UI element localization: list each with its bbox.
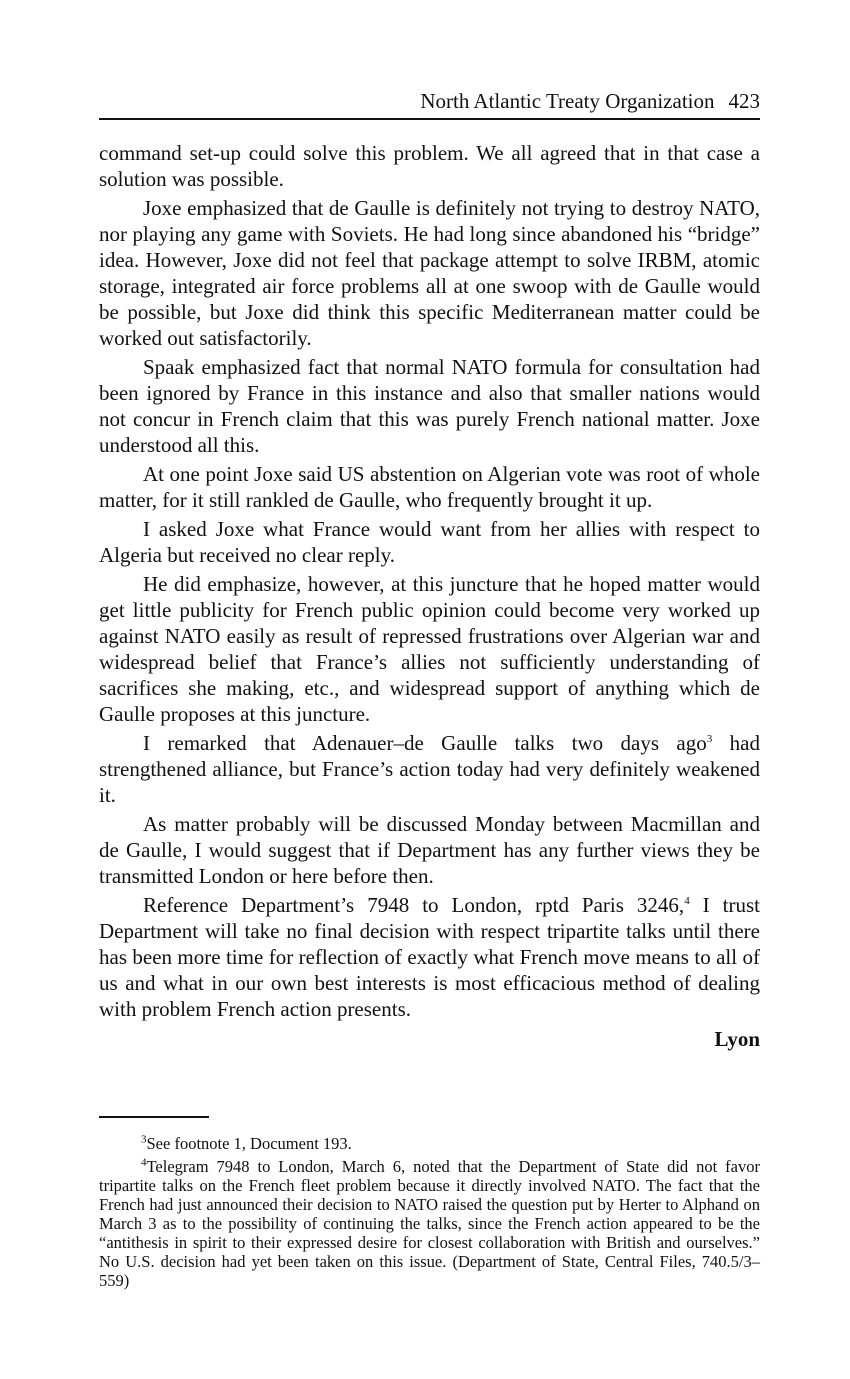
paragraph-2: Joxe emphasized that de Gaulle is definitely not trying to destroy NATO, nor playing any game with Soviets. He had long since abandoned his “bridge” idea. However, Joxe did not feel that package attempt to solve IRBM, atomic storage, integrated air force problems all at one swoop with de Gaulle would be possible, but Joxe did think this specific Mediterranean matter could be worked out satisfactorily. <box>99 196 760 350</box>
paragraph-8: As matter probably will be discussed Monday between Macmillan and de Gaulle, I would suggest that if Department has any further views they be transmitted London or here before then. <box>99 812 760 888</box>
paragraph-9-text-a: Reference Department’s 7948 to London, rptd Paris 3246, <box>143 893 685 917</box>
footnote-3-text: See footnote 1, Document 193. <box>146 1134 352 1153</box>
running-header <box>99 88 760 120</box>
paragraph-3: Spaak emphasized fact that normal NATO formula for consultation had been ignored by France in this instance and also that smaller nations would not concur in French claim that this was purely French national matter. Joxe understood all this. <box>99 355 760 457</box>
page-number: 423 <box>728 89 760 113</box>
body-text <box>99 140 760 1052</box>
footnote-ref-3: 3 <box>706 733 713 745</box>
paragraph-6: He did emphasize, however, at this juncture that he hoped matter would get little publicity for French public opinion could become very worked up against NATO easily as result of repressed frustrations over Algerian war and widespread belief that France’s allies not sufficiently understanding of sacrifices she making, etc., and widespread support of anything which de Gaulle proposes at this juncture. <box>99 572 760 726</box>
paragraph-9-text-b: I trust Department will take no final decision with respect tripartite talks until there has been more time for reflection of exactly what French move means to all of us and what in our own best interests is most efficacious method of dealing with problem French action presents. <box>99 893 761 1021</box>
paragraph-9 <box>99 892 760 1022</box>
footnote-3-number: 3 <box>141 1133 147 1146</box>
paragraph-1: command set-up could solve this problem. We all agreed that in that case a solution was possible. <box>99 141 760 191</box>
header-title: North Atlantic Treaty Organization <box>420 89 715 113</box>
paragraph-7-text-a: I remarked that Adenauer–de Gaulle talks two days ago <box>143 731 707 755</box>
footnote-4 <box>99 1157 760 1290</box>
paragraph-7-text-b: had strengthened alliance, but France’s action today had very definitely weakened it. <box>99 731 760 807</box>
paragraph-7 <box>99 730 760 808</box>
footnote-4-text: Telegram 7948 to London, March 6, noted that the Department of State did not favor tripartite talks on the French fleet problem because it directly involved NATO. The fact that the French had just announced their decision to NATO raised the question put by Herter to Alphand on March 3 as to the possibility of continuing the talks, since the French action appeared to be the “antithesis in spirit to their expressed desire for closest collaboration with British and ourselves.” No U.S. decision had yet been taken on this issue. (Department of State, Central Files, 740.5/3–559) <box>99 1157 760 1290</box>
footnote-4-number: 4 <box>141 1156 147 1169</box>
paragraph-5: I asked Joxe what France would want from her allies with respect to Algeria but received no clear reply. <box>99 517 760 567</box>
footnotes <box>99 1134 760 1294</box>
signature: Lyon <box>714 1027 760 1051</box>
footnote-3 <box>99 1134 760 1153</box>
footnote-ref-4: 4 <box>684 895 690 907</box>
footnote-divider <box>99 1116 209 1118</box>
paragraph-4: At one point Joxe said US abstention on Algerian vote was root of whole matter, for it still rankled de Gaulle, who frequently brought it up. <box>99 462 760 512</box>
